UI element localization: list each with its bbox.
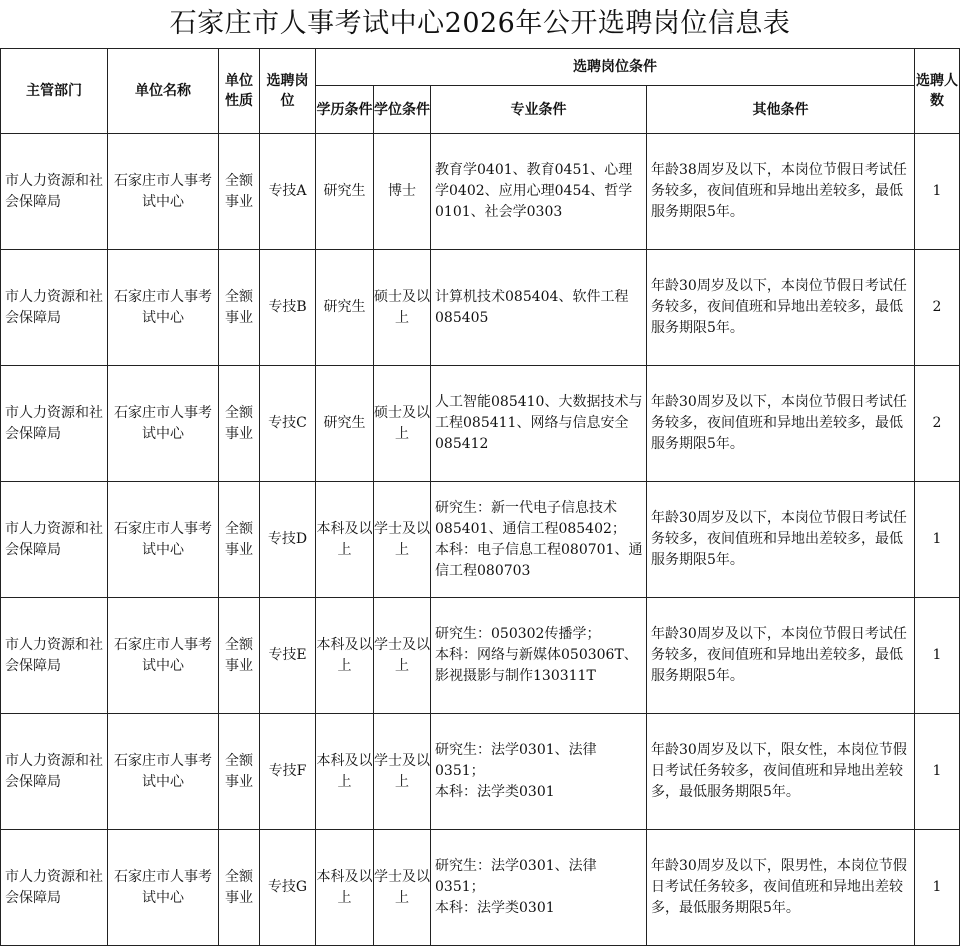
header-other: 其他条件 bbox=[647, 86, 915, 134]
major-line: 本科：电子信息工程080701、通信工程080703 bbox=[435, 541, 643, 579]
major-cell bbox=[431, 830, 647, 946]
degree-cell: 硕士及以上 bbox=[374, 250, 431, 366]
other-cell: 年龄30周岁及以下，本岗位节假日考试任务较多，夜间值班和异地出差较多，最低服务期限5年。 bbox=[647, 482, 915, 598]
table-row bbox=[1, 134, 960, 250]
header-major: 专业条件 bbox=[431, 86, 647, 134]
post-cell: 专技D bbox=[260, 482, 316, 598]
table-row bbox=[1, 830, 960, 946]
count-cell: 1 bbox=[915, 830, 960, 946]
major-line: 本科：法学类0301 bbox=[435, 784, 555, 800]
edu-cell: 本科及以上 bbox=[316, 598, 374, 714]
other-cell: 年龄30周岁及以下，本岗位节假日考试任务较多，夜间值班和异地出差较多，最低服务期限5年。 bbox=[647, 598, 915, 714]
table-row bbox=[1, 482, 960, 598]
other-cell: 年龄30周岁及以下，限男性，本岗位节假日考试任务较多，夜间值班和异地出差较多，最低服务期限5年。 bbox=[647, 830, 915, 946]
table-row bbox=[1, 366, 960, 482]
edu-cell: 研究生 bbox=[316, 134, 374, 250]
edu-cell: 研究生 bbox=[316, 366, 374, 482]
unit-cell: 石家庄市人事考试中心 bbox=[108, 714, 219, 830]
dept-cell: 市人力资源和社会保障局 bbox=[1, 250, 108, 366]
count-cell: 1 bbox=[915, 598, 960, 714]
degree-cell: 学士及以上 bbox=[374, 482, 431, 598]
major-cell: 教育学0401、教育0451、心理学0402、应用心理0454、哲学0101、社会学0303 bbox=[431, 134, 647, 250]
major-line: 研究生：法学0301、法律0351； bbox=[435, 742, 597, 779]
header-conditions: 选聘岗位条件 bbox=[316, 49, 915, 86]
dept-cell: 市人力资源和社会保障局 bbox=[1, 830, 108, 946]
major-cell: 人工智能085410、大数据技术与工程085411、网络与信息安全085412 bbox=[431, 366, 647, 482]
major-cell bbox=[431, 598, 647, 714]
other-cell: 年龄30周岁及以下，本岗位节假日考试任务较多，夜间值班和异地出差较多，最低服务期限5年。 bbox=[647, 250, 915, 366]
other-cell: 年龄30周岁及以下，本岗位节假日考试任务较多，夜间值班和异地出差较多，最低服务期限5年。 bbox=[647, 366, 915, 482]
major-line: 本科：网络与新媒体050306T、影视摄影与制作130311T bbox=[435, 647, 638, 684]
unit-cell: 石家庄市人事考试中心 bbox=[108, 366, 219, 482]
major-cell bbox=[431, 482, 647, 598]
dept-cell: 市人力资源和社会保障局 bbox=[1, 134, 108, 250]
header-post: 选聘岗位 bbox=[260, 49, 316, 134]
dept-cell: 市人力资源和社会保障局 bbox=[1, 714, 108, 830]
post-cell: 专技F bbox=[260, 714, 316, 830]
unit-cell: 石家庄市人事考试中心 bbox=[108, 250, 219, 366]
degree-cell: 学士及以上 bbox=[374, 830, 431, 946]
nature-cell: 全额事业 bbox=[219, 482, 260, 598]
header-edu: 学历条件 bbox=[316, 86, 374, 134]
unit-cell: 石家庄市人事考试中心 bbox=[108, 598, 219, 714]
nature-cell: 全额事业 bbox=[219, 830, 260, 946]
nature-cell: 全额事业 bbox=[219, 366, 260, 482]
nature-cell: 全额事业 bbox=[219, 134, 260, 250]
unit-cell: 石家庄市人事考试中心 bbox=[108, 134, 219, 250]
count-cell: 1 bbox=[915, 482, 960, 598]
header-unit: 单位名称 bbox=[108, 49, 219, 134]
header-count: 选聘人数 bbox=[915, 49, 960, 134]
other-cell: 年龄30周岁及以下，限女性，本岗位节假日考试任务较多，夜间值班和异地出差较多，最低服务期限5年。 bbox=[647, 714, 915, 830]
unit-cell: 石家庄市人事考试中心 bbox=[108, 482, 219, 598]
count-cell: 1 bbox=[915, 714, 960, 830]
post-cell: 专技G bbox=[260, 830, 316, 946]
table-row bbox=[1, 714, 960, 830]
degree-cell: 学士及以上 bbox=[374, 598, 431, 714]
major-cell: 计算机技术085404、软件工程085405 bbox=[431, 250, 647, 366]
post-cell: 专技E bbox=[260, 598, 316, 714]
edu-cell: 本科及以上 bbox=[316, 830, 374, 946]
degree-cell: 学士及以上 bbox=[374, 714, 431, 830]
header-dept: 主管部门 bbox=[1, 49, 108, 134]
major-line: 本科：法学类0301 bbox=[435, 900, 555, 916]
major-line: 研究生：新一代电子信息技术085401、通信工程085402； bbox=[435, 499, 626, 537]
unit-cell: 石家庄市人事考试中心 bbox=[108, 830, 219, 946]
edu-cell: 本科及以上 bbox=[316, 714, 374, 830]
degree-cell: 博士 bbox=[374, 134, 431, 250]
edu-cell: 研究生 bbox=[316, 250, 374, 366]
major-line: 研究生：050302传播学； bbox=[435, 626, 601, 642]
count-cell: 2 bbox=[915, 250, 960, 366]
header-degree: 学位条件 bbox=[374, 86, 431, 134]
count-cell: 2 bbox=[915, 366, 960, 482]
major-cell bbox=[431, 714, 647, 830]
nature-cell: 全额事业 bbox=[219, 714, 260, 830]
post-cell: 专技C bbox=[260, 366, 316, 482]
nature-cell: 全额事业 bbox=[219, 250, 260, 366]
other-cell: 年龄38周岁及以下，本岗位节假日考试任务较多，夜间值班和异地出差较多，最低服务期限5年。 bbox=[647, 134, 915, 250]
nature-cell: 全额事业 bbox=[219, 598, 260, 714]
major-line: 研究生：法学0301、法律0351； bbox=[435, 858, 597, 895]
positions-table bbox=[0, 48, 960, 946]
header-nature: 单位性质 bbox=[219, 49, 260, 134]
count-cell: 1 bbox=[915, 134, 960, 250]
dept-cell: 市人力资源和社会保障局 bbox=[1, 366, 108, 482]
edu-cell: 本科及以上 bbox=[316, 482, 374, 598]
dept-cell: 市人力资源和社会保障局 bbox=[1, 598, 108, 714]
post-cell: 专技B bbox=[260, 250, 316, 366]
table-row bbox=[1, 250, 960, 366]
page-title: 石家庄市人事考试中心2026年公开选聘岗位信息表 bbox=[169, 8, 791, 39]
table-row bbox=[1, 598, 960, 714]
post-cell: 专技A bbox=[260, 134, 316, 250]
dept-cell: 市人力资源和社会保障局 bbox=[1, 482, 108, 598]
degree-cell: 硕士及以上 bbox=[374, 366, 431, 482]
